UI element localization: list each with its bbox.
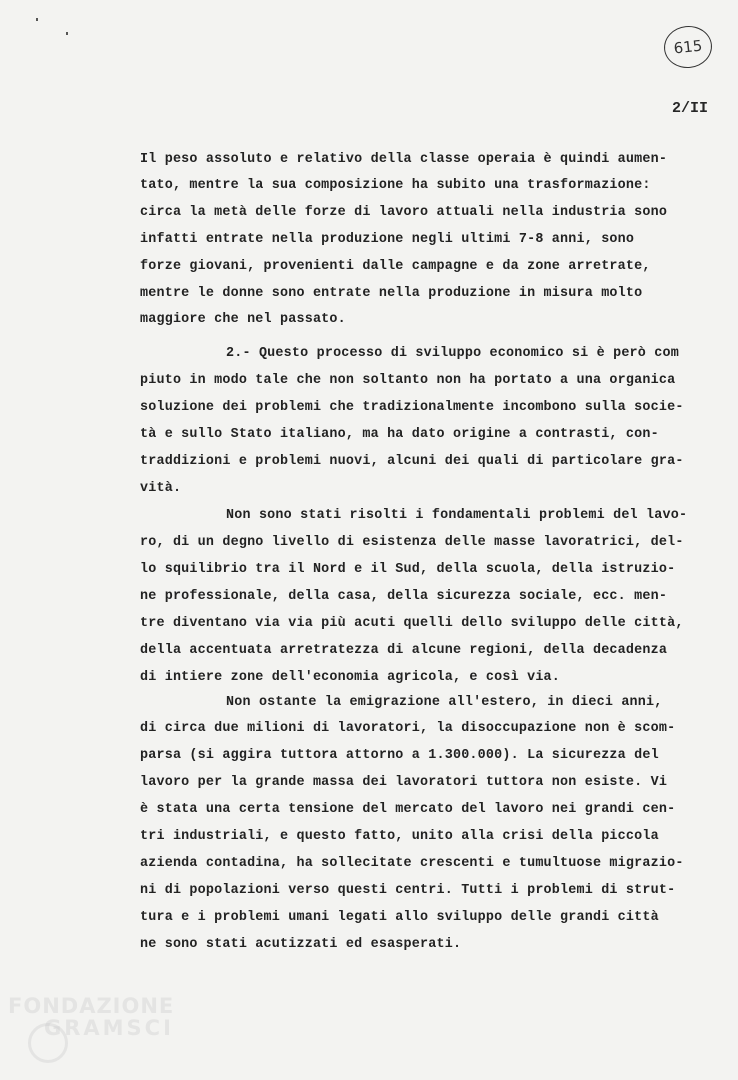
watermark-line: GRAMSCI — [44, 1016, 174, 1040]
text-line: della accentuata arretratezza di alcune regioni, della decadenza — [140, 643, 668, 658]
text-line: mentre le donne sono entrate nella produzione in misura molto — [140, 286, 643, 301]
text-line: di intiere zone dell'economia agricola, e così via. — [140, 670, 561, 685]
text-line: infatti entrate nella produzione negli ultimi 7-8 anni, sono — [140, 232, 635, 247]
text-line: maggiore che nel passato. — [140, 312, 346, 327]
text-line: 2.- Questo processo di sviluppo economico si è però com — [226, 346, 679, 361]
watermark-line: FONDAZIONE — [8, 994, 175, 1018]
page-number: 2/II — [672, 100, 709, 117]
text-line: lo squilibrio tra il Nord e il Sud, della scuola, della istruzio- — [140, 562, 676, 577]
text-line: tà e sullo Stato italiano, ma ha dato origine a contrasti, con- — [140, 427, 659, 442]
text-line: parsa (si aggira tuttora attorno a 1.300.000). La sicurezza del — [140, 748, 659, 763]
text-line: circa la metà delle forze di lavoro attuali nella industria sono — [140, 205, 668, 220]
scan-speck — [66, 32, 68, 35]
text-line: tre diventano via via più acuti quelli dello sviluppo delle città, — [140, 616, 684, 631]
text-line: ni di popolazioni verso questi centri. Tutti i problemi di strut- — [140, 883, 676, 898]
text-line: ro, di un degno livello di esistenza delle masse lavoratrici, del- — [140, 535, 684, 550]
archive-stamp: 615 — [662, 24, 714, 71]
text-line: forze giovani, provenienti dalle campagne e da zone arretrate, — [140, 259, 651, 274]
text-line: ne sono stati acutizzati ed esasperati. — [140, 937, 462, 952]
text-line: Non sono stati risolti i fondamentali problemi del lavo- — [226, 508, 688, 523]
text-line: tura e i problemi umani legati allo sviluppo delle grandi città — [140, 910, 659, 925]
text-line: ne professionale, della casa, della sicurezza sociale, ecc. men- — [140, 589, 668, 604]
text-line: tato, mentre la sua composizione ha subito una trasformazione: — [140, 178, 651, 193]
scan-speck — [36, 18, 38, 21]
text-line: è stata una certa tensione del mercato del lavoro nei grandi cen- — [140, 802, 676, 817]
text-line: soluzione dei problemi che tradizionalmente incombono sulla socie- — [140, 400, 684, 415]
text-line: Non ostante la emigrazione all'estero, in dieci anni, — [226, 695, 663, 710]
text-line: traddizioni e problemi nuovi, alcuni dei quali di particolare gra- — [140, 454, 684, 469]
text-line: azienda contadina, ha sollecitate crescenti e tumultuose migrazio- — [140, 856, 684, 871]
text-line: Il peso assoluto e relativo della classe operaia è quindi aumen- — [140, 152, 668, 167]
text-line: tri industriali, e questo fatto, unito alla crisi della piccola — [140, 829, 659, 844]
text-line: piuto in modo tale che non soltanto non ha portato a una organica — [140, 373, 676, 388]
watermark — [8, 995, 208, 1039]
text-line: lavoro per la grande massa dei lavoratori tuttora non esiste. Vi — [140, 775, 668, 790]
text-line: vità. — [140, 481, 182, 496]
text-line: di circa due milioni di lavoratori, la disoccupazione non è scom- — [140, 721, 676, 736]
